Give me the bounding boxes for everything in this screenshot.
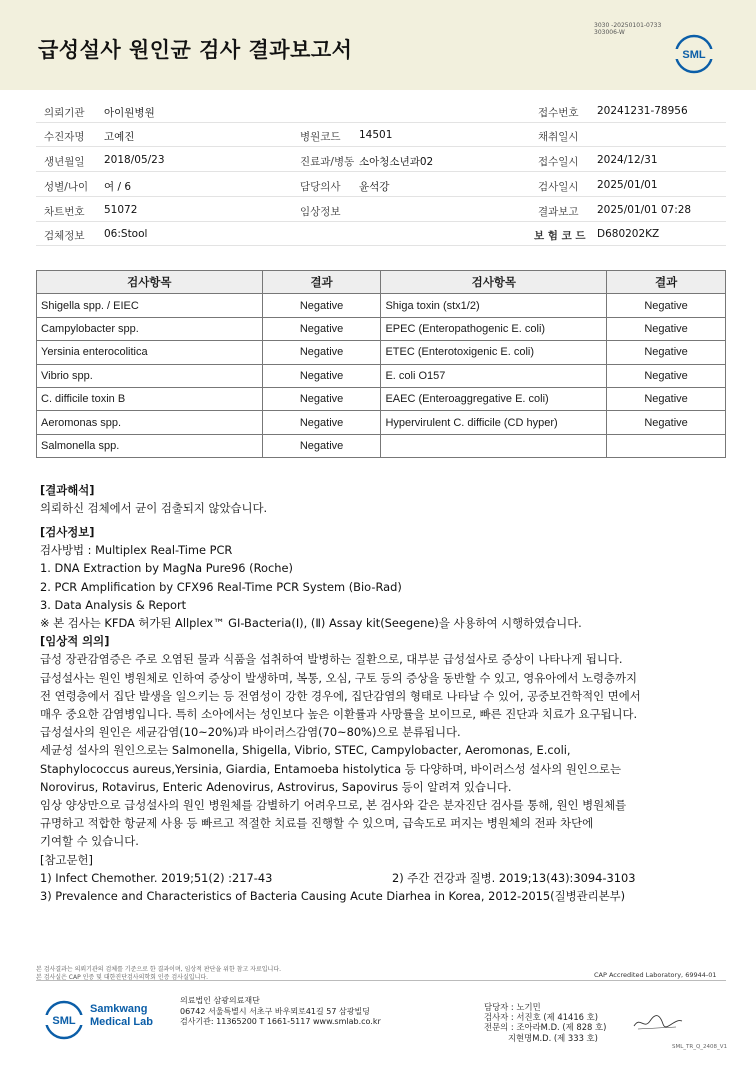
- dob-label: 생년월일: [44, 156, 85, 168]
- table-row: [37, 411, 726, 434]
- test-result: Negative: [262, 387, 381, 410]
- signature-icon: [630, 1012, 686, 1034]
- dept-label: 진료과/병동: [300, 156, 355, 168]
- clinical-line: 기여할 수 있습니다.: [40, 834, 139, 849]
- page-title: 급성설사 원인균 검사 결과보고서: [38, 38, 353, 62]
- sml-logo-icon: [674, 34, 714, 74]
- test-item: E. coli O157: [381, 364, 607, 387]
- clinical-line: 급성설사는 원인 병원체로 인하여 증상이 발생하며, 복통, 오심, 구토 등의 증상을 동반할 수 있고, 영유아에서 노령층까지: [40, 670, 637, 685]
- reference-2: 2) 주간 건강과 질병. 2019;13(43):3094-3103: [392, 870, 636, 885]
- clinical-line: 세균성 설사의 원인으로는 Salmonella, Shigella, Vibrio, STEC, Campylobacter, Aeromonas, E.coli,: [40, 743, 571, 758]
- sex-age-value: 여 / 6: [104, 181, 132, 193]
- form-code: SML_TR_Q_2408_V1: [672, 1044, 728, 1050]
- column-header-test-item: 검사항목: [37, 271, 263, 294]
- test-item: EAEC (Enteroaggregative E. coli): [381, 387, 607, 410]
- references-row: [40, 869, 641, 887]
- staff-line: 담당자 : 노기민: [484, 1002, 541, 1012]
- document-code: 3030 -20250101-0733 303006-W: [594, 22, 662, 36]
- clinical-line: Staphylococcus aureus,Yersinia, Giardia, Entamoeba histolytica 등 다양하며, 바이러스성 설사의 원인으로는: [40, 761, 621, 776]
- clinical-line: 급성설사의 원인은 세균감염(10~20%)과 바이러스감염(70~80%)으로 분류됩니다.: [40, 725, 461, 740]
- test-item: C. difficile toxin B: [37, 387, 263, 410]
- staff-info: [484, 1002, 606, 1043]
- specimen-value: 06:Stool: [104, 228, 148, 240]
- test-result: Negative: [262, 294, 381, 317]
- test-info-line: 1. DNA Extraction by MagNa Pure96 (Roche): [40, 561, 293, 576]
- test-item: ETEC (Enterotoxigenic E. coli): [381, 341, 607, 364]
- specimen-label: 검체정보: [44, 230, 85, 242]
- test-item: Salmonella spp.: [37, 434, 263, 457]
- requester-label: 의뢰기관: [44, 107, 85, 119]
- svg-text:SML: SML: [52, 1015, 76, 1027]
- footer-divider: [36, 980, 726, 981]
- report-date-label: 결과보고: [538, 206, 579, 218]
- info-row-1: [36, 99, 726, 123]
- test-result: Negative: [607, 341, 726, 364]
- test-item: Campylobacter spp.: [37, 317, 263, 340]
- column-header-test-item: 검사항목: [381, 271, 607, 294]
- table-row: [37, 364, 726, 387]
- references-title: [참고문헌]: [40, 852, 93, 867]
- interpretation-section: [40, 481, 267, 517]
- test-result: Negative: [607, 411, 726, 434]
- report-date-value: 2025/01/01 07:28: [597, 204, 692, 216]
- clinical-line: 임상 양상만으로 급성설사의 원인 병원체를 감별하기 어려우므로, 본 검사와 같은 분자진단 검사를 통해, 원인 병원체를: [40, 798, 627, 813]
- test-item: Vibrio spp.: [37, 364, 263, 387]
- org-name: 의료법인 삼광의료재단: [180, 996, 260, 1005]
- doctor-value: 윤석강: [359, 181, 390, 193]
- test-info-line: 3. Data Analysis & Report: [40, 597, 187, 612]
- clinical-line: Norovirus, Rotavirus, Enteric Adenovirus, Astrovirus, Sapovirus 등이 알려져 있습니다.: [40, 779, 512, 794]
- test-result: Negative: [262, 411, 381, 434]
- sml-logo-icon: [44, 1000, 84, 1040]
- receipt-no-value: 20241231-78956: [597, 105, 688, 117]
- test-item: Yersinia enterocolitica: [37, 341, 263, 364]
- test-result: Negative: [607, 317, 726, 340]
- column-header-result: 결과: [607, 271, 726, 294]
- info-row-3: [36, 148, 726, 172]
- organization-info: [180, 996, 381, 1028]
- receipt-date-label: 접수일시: [538, 156, 579, 168]
- chart-no-label: 차트번호: [44, 206, 85, 218]
- interpretation-text: 의뢰하신 검체에서 균이 검출되지 않았습니다.: [40, 501, 268, 516]
- test-result: Negative: [262, 364, 381, 387]
- footer-note-1: 본 검사결과는 의뢰기관의 검체를 기준으로 한 결과이며, 임상적 판단을 위한 참고 자료입니다.: [36, 966, 282, 973]
- test-result: [607, 434, 726, 457]
- staff-line: 지현명M.D. (제 333 호): [484, 1032, 598, 1043]
- svg-text:SML: SML: [682, 49, 706, 61]
- recipient-value: 고예진: [104, 131, 135, 143]
- test-date-label: 검사일시: [538, 181, 579, 193]
- chart-no-value: 51072: [104, 204, 138, 216]
- recipient-label: 수진자명: [44, 131, 85, 143]
- receipt-date-value: 2024/12/31: [597, 154, 658, 166]
- clinical-line: 매우 중요한 감염병입니다. 특히 소아에서는 성인보다 높은 이환률과 사망률을 보이므로, 빠른 진단과 치료가 요구됩니다.: [40, 707, 638, 722]
- test-info-section: [40, 523, 641, 905]
- test-item: EPEC (Enteropathogenic E. coli): [381, 317, 607, 340]
- report-header: [0, 0, 756, 90]
- test-info-line: ※ 본 검사는 KFDA 허가된 Allplex™ GI-Bacteria(Ⅰ), (Ⅱ) Assay kit(Seegene)을 사용하여 시행하였습니다.: [40, 616, 582, 631]
- hospital-code-label: 병원코드: [300, 131, 341, 143]
- results-table: [36, 270, 726, 458]
- info-row-5: [36, 198, 726, 222]
- receipt-no-label: 접수번호: [538, 107, 579, 119]
- test-result: Negative: [262, 341, 381, 364]
- sex-age-label: 성별/나이: [44, 181, 89, 193]
- doctor-label: 담당의사: [300, 181, 341, 193]
- clinical-line: 전 연령층에서 집단 발생을 일으키는 등 전염성이 강한 경우에, 집단감염의 형태로 나타날 수 있어, 공중보건학적인 면에서: [40, 688, 641, 703]
- info-row-6: [36, 222, 726, 246]
- test-item: Shiga toxin (stx1/2): [381, 294, 607, 317]
- reference-1: 1) Infect Chemother. 2019;51(2) :217-43: [40, 870, 273, 885]
- staff-line: 검사자 : 서진호 (제 41416 호): [484, 1012, 599, 1023]
- footer-note-2: 본 검사실은 CAP 인증 및 대한진단검사의학회 인증 검사실입니다.: [36, 974, 209, 981]
- hospital-code-value: 14501: [359, 129, 393, 141]
- test-item: [381, 434, 607, 457]
- test-result: Negative: [607, 387, 726, 410]
- requester-value: 아이원병원: [104, 107, 155, 119]
- dept-value: 소아청소년과02: [359, 156, 434, 168]
- reference-3: 3) Prevalence and Characteristics of Bacteria Causing Acute Diarhea in Korea, 2012-2015(질병관리본부): [40, 889, 626, 904]
- results-header-row: [37, 271, 726, 294]
- table-row: [37, 434, 726, 457]
- org-contact: 검사기관: 11365200 T 1661-5117 www.smlab.co.kr: [180, 1017, 381, 1026]
- insurance-code-label: 보 험 코 드: [534, 230, 586, 242]
- test-item: Shigella spp. / EIEC: [37, 294, 263, 317]
- test-item: Aeromonas spp.: [37, 411, 263, 434]
- brand-name: Samkwang Medical Lab: [90, 1003, 153, 1028]
- test-info-line: 2. PCR Amplification by CFX96 Real-Time PCR System (Bio-Rad): [40, 579, 402, 594]
- test-result: Negative: [607, 294, 726, 317]
- insurance-code-value: D680202KZ: [597, 228, 660, 240]
- info-row-4: [36, 173, 726, 197]
- staff-line: 전문의 : 조아라M.D. (제 828 호): [484, 1022, 607, 1033]
- accreditation: CAP Accredited Laboratory, 69944-01: [594, 971, 717, 979]
- test-item: Hypervirulent C. difficile (CD hyper): [381, 411, 607, 434]
- dob-value: 2018/05/23: [104, 154, 165, 166]
- clinical-significance-title: [임상적 의의]: [40, 634, 110, 649]
- test-info-line: 검사방법 : Multiplex Real-Time PCR: [40, 543, 233, 558]
- clinical-line: 규명하고 적합한 항균제 사용 등 빠르고 적절한 치료를 진행할 수 있으며, 급속도로 퍼지는 병원체의 전파 차단에: [40, 816, 594, 831]
- interpretation-title: [결과해석]: [40, 483, 95, 497]
- test-info-title: [검사정보]: [40, 525, 95, 539]
- column-header-result: 결과: [262, 271, 381, 294]
- table-row: [37, 341, 726, 364]
- test-result: Negative: [262, 434, 381, 457]
- org-address: 06742 서울특별시 서초구 바우뫼로41길 57 삼광빌딩: [180, 1006, 370, 1016]
- table-row: [37, 387, 726, 410]
- collection-date-label: 채취일시: [538, 131, 579, 143]
- table-row: [37, 317, 726, 340]
- table-row: [37, 294, 726, 317]
- test-date-value: 2025/01/01: [597, 179, 658, 191]
- test-result: Negative: [262, 317, 381, 340]
- info-row-2: [36, 123, 726, 147]
- clinical-line: 급성 장관감염증은 주로 오염된 물과 식품을 섭취하여 발병하는 질환으로, 대부분 급성설사로 증상이 나타나게 됩니다.: [40, 652, 623, 667]
- test-result: Negative: [607, 364, 726, 387]
- clinical-info-label: 임상정보: [300, 206, 341, 218]
